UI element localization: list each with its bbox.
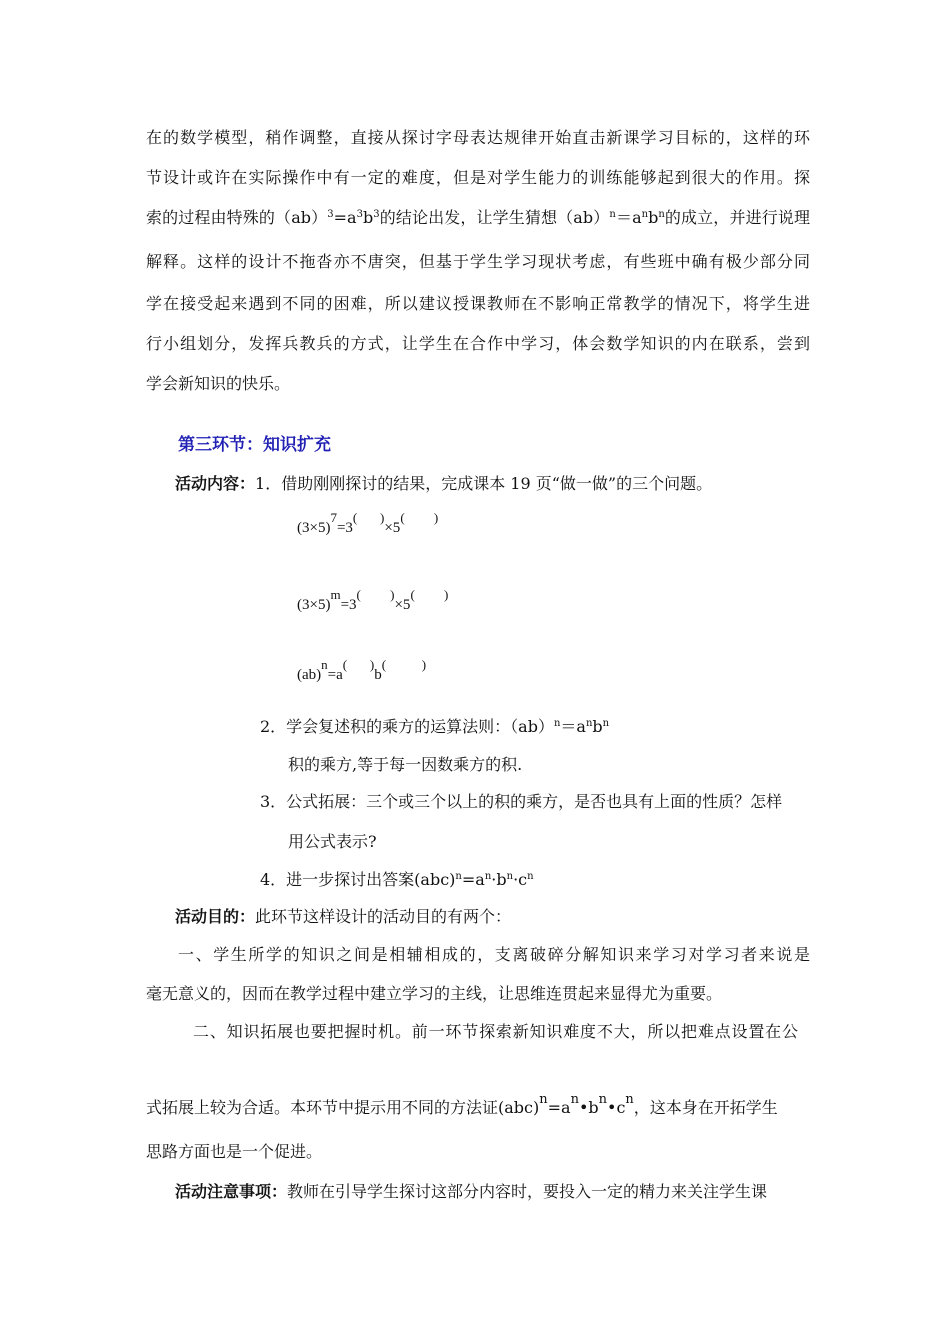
formula-text: ×5 bbox=[394, 597, 411, 613]
exponent: n bbox=[625, 1092, 634, 1107]
activity-notes-label: 活动注意事项： bbox=[175, 1182, 288, 1201]
answer-blank[interactable]: ( ) bbox=[352, 510, 385, 525]
activity-item-4 bbox=[260, 870, 924, 893]
intro-text: ＝a bbox=[615, 208, 642, 227]
activity-item-1: 1．借助刚刚探讨的结果，完成课本 19 页“做一做”的三个问题。 bbox=[255, 474, 713, 493]
section-heading: 第三环节：知识扩充 bbox=[178, 435, 331, 455]
intro-line-5: 学在接受起来遇到不同的困难，所以建议授课教师在不影响正常教学的情况下，将学生进 bbox=[146, 294, 810, 313]
exponent: 3 bbox=[373, 209, 380, 220]
exponent: n bbox=[484, 871, 492, 882]
formula-text: =3 bbox=[336, 520, 353, 536]
formula-text: =3 bbox=[340, 597, 357, 613]
purpose-text: =a bbox=[547, 1098, 571, 1117]
formula-text: b bbox=[374, 667, 382, 683]
activity-notes-text: 教师在引导学生探讨这部分内容时，要投入一定的精力来关注学生课 bbox=[287, 1182, 768, 1201]
activity-purpose-line bbox=[175, 907, 839, 927]
purpose-text: •c bbox=[607, 1098, 626, 1117]
exponent: n bbox=[658, 209, 665, 220]
activity-notes-line bbox=[175, 1182, 810, 1202]
exponent: n bbox=[602, 718, 610, 729]
item-text: ＝a bbox=[560, 717, 586, 736]
exponent: n bbox=[539, 1092, 548, 1107]
activity-item-3-line-2: 用公式表示? bbox=[288, 832, 377, 851]
exponent: n bbox=[506, 871, 514, 882]
item-text: ·c bbox=[513, 870, 528, 889]
purpose-point-2-line-3: 思路方面也是一个促进。 bbox=[146, 1142, 323, 1161]
purpose-point-2-line-2 bbox=[146, 1092, 810, 1120]
formula-2 bbox=[297, 587, 449, 614]
item-text: 2．学会复述积的乘方的运算法则：（ab） bbox=[260, 717, 554, 736]
intro-line-2: 节设计或许在实际操作中有一定的难度，但是对学生能力的训练能够起到很大的作用。探 bbox=[146, 168, 810, 187]
exponent: n bbox=[585, 718, 593, 729]
purpose-point-1-line-1: 一、学生所学的知识之间是相辅相成的，支离破碎分解知识来学习对学习者来说是 bbox=[178, 945, 810, 964]
answer-blank[interactable]: ( ) bbox=[410, 587, 449, 602]
exponent: n bbox=[455, 871, 462, 882]
answer-blank[interactable]: ( ) bbox=[381, 657, 427, 672]
item-text: ·b bbox=[491, 870, 507, 889]
formula-base: (3×5) bbox=[297, 520, 331, 536]
multiplication-rule: 积的乘方,等于每一因数乘方的积. bbox=[288, 755, 523, 774]
formula-3 bbox=[297, 657, 427, 684]
exponent: n bbox=[553, 718, 561, 729]
exponent: n bbox=[570, 1092, 579, 1107]
intro-text: 索的过程由特殊的（ab） bbox=[146, 208, 328, 227]
purpose-point-1-line-2: 毫无意义的，因而在教学过程中建立学习的主线，让思维连贯起来显得尤为重要。 bbox=[146, 984, 723, 1003]
purpose-text: ，这本身在开拓学生 bbox=[633, 1098, 778, 1117]
item-text: 4．进一步探讨出答案(abc) bbox=[260, 870, 456, 889]
intro-text: b bbox=[648, 208, 659, 227]
activity-purpose-text: 此环节这样设计的活动目的有两个： bbox=[255, 907, 512, 926]
exponent: n bbox=[527, 871, 534, 882]
formula-exponent: 7 bbox=[330, 510, 337, 525]
answer-blank[interactable]: ( ) bbox=[400, 510, 439, 525]
formula-text: =a bbox=[327, 667, 343, 683]
activity-item-2 bbox=[260, 717, 924, 740]
answer-blank[interactable]: ( ) bbox=[342, 657, 375, 672]
exponent: n bbox=[641, 209, 649, 220]
formula-1 bbox=[297, 510, 439, 537]
activity-content-line bbox=[175, 474, 839, 494]
formula-exponent: n bbox=[321, 657, 328, 672]
intro-line-7: 学会新知识的快乐。 bbox=[146, 374, 291, 393]
exponent: n bbox=[598, 1092, 607, 1107]
intro-text: 的成立，并进行说理 bbox=[664, 208, 810, 227]
formula-exponent: m bbox=[330, 587, 341, 602]
intro-line-6: 行小组划分，发挥兵教兵的方式，让学生在合作中学习，体会数学知识的内在联系，尝到 bbox=[146, 334, 810, 353]
exponent: 3 bbox=[327, 209, 334, 220]
activity-purpose-label: 活动目的： bbox=[175, 907, 256, 926]
exponent: 3 bbox=[356, 209, 363, 220]
intro-text: b bbox=[362, 208, 374, 227]
intro-text: 的结论出发，让学生猜想（ab） bbox=[379, 208, 610, 227]
purpose-text: •b bbox=[578, 1098, 599, 1117]
intro-text: =a bbox=[333, 208, 357, 227]
activity-content-label: 活动内容： bbox=[175, 474, 256, 493]
intro-line-1: 在的数学模型，稍作调整，直接从探讨字母表达规律开始直击新课学习目标的，这样的环 bbox=[146, 128, 810, 147]
purpose-text: 式拓展上较为合适。本环节中提示用不同的方法证(abc) bbox=[146, 1098, 540, 1117]
activity-item-3-line-1: 3．公式拓展：三个或三个以上的积的乘方，是否也具有上面的性质？怎样 bbox=[260, 792, 783, 811]
intro-line-3 bbox=[146, 208, 810, 231]
item-text: =a bbox=[461, 870, 485, 889]
item-text: b bbox=[592, 717, 603, 736]
answer-blank[interactable]: ( ) bbox=[356, 587, 395, 602]
intro-line-4: 解释。这样的设计不拖沓亦不唐突，但基于学生学习现状考虑，有些班中确有极少部分同 bbox=[146, 252, 810, 271]
purpose-point-2-line-1: 二、知识拓展也要把握时机。前一环节探索新知识难度不大，所以把难点设置在公 bbox=[193, 1022, 798, 1041]
exponent: n bbox=[609, 209, 616, 220]
formula-text: ×5 bbox=[384, 520, 401, 536]
formula-base: (ab) bbox=[297, 667, 322, 683]
formula-base: (3×5) bbox=[297, 597, 331, 613]
